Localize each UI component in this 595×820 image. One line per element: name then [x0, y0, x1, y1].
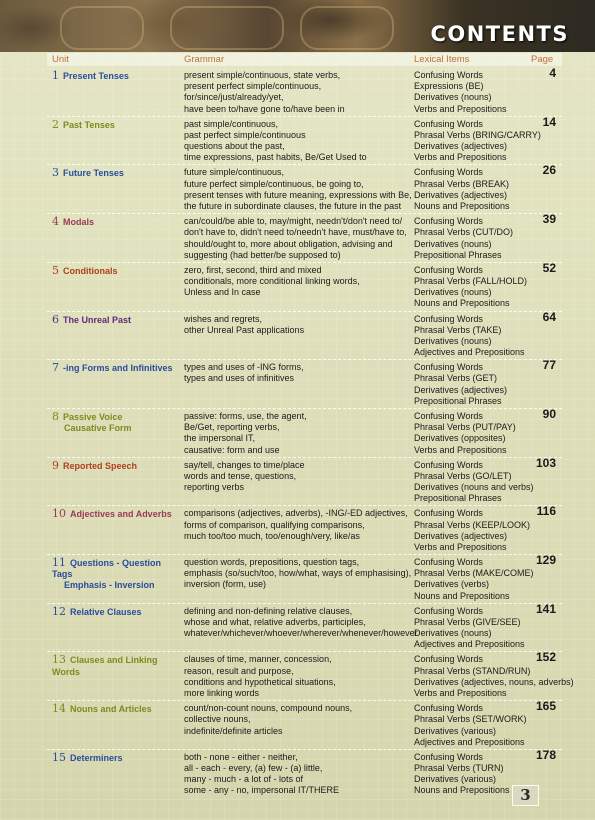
lexical-line: Confusing Words	[414, 118, 483, 129]
banner-ornament	[60, 6, 144, 50]
lexical-line: Phrasal Verbs (GO/LET)	[414, 470, 512, 481]
lexical-line: Confusing Words	[414, 410, 483, 421]
lexical-line: Phrasal Verbs (BRING/CARRY)	[414, 129, 541, 140]
table-header	[47, 53, 562, 66]
lexical-line: Derivatives (verbs)	[414, 579, 490, 590]
lexical-line: Confusing Words	[414, 70, 483, 80]
unit-cell	[52, 70, 182, 82]
row-divider	[47, 359, 562, 360]
lexical-line: Confusing Words	[414, 557, 483, 567]
grammar-line: future simple/continuous,	[184, 167, 285, 178]
lexical-line: Nouns and Prepositions	[414, 590, 510, 601]
lexical-line: Nouns and Prepositions	[414, 298, 510, 309]
lexical-line: Phrasal Verbs (BREAK)	[414, 178, 510, 189]
page-number-cell[interactable]: 141	[535, 601, 556, 616]
lexical-line: Phrasal Verbs (TURN)	[414, 763, 504, 773]
lexical-line: Derivatives (adjectives)	[414, 141, 508, 152]
unit-number: 4	[52, 215, 59, 229]
page-number-cell[interactable]: 152	[535, 650, 556, 665]
lexical-line: Confusing Words	[414, 654, 483, 665]
page-number-cell[interactable]: 39	[542, 212, 556, 227]
lexical-line: Phrasal Verbs (PUT/PAY)	[414, 422, 516, 433]
row-divider	[47, 700, 562, 701]
grammar-line: zero, first, second, third and mixed	[184, 264, 322, 275]
unit-title[interactable]: Relative Clauses	[70, 606, 142, 617]
grammar-line: present tenses with future meaning, expressions with Be,	[184, 189, 412, 200]
grammar-cell	[184, 557, 412, 591]
lexical-line: Derivatives (nouns)	[414, 335, 492, 346]
lexical-line: Verbs and Prepositions	[414, 444, 507, 455]
lexical-line: Confusing Words	[414, 703, 483, 714]
lexical-line: Verbs and Prepositions	[414, 103, 507, 114]
grammar-cell	[184, 216, 412, 261]
unit-number: 13	[52, 653, 66, 667]
grammar-line: collective nouns,	[184, 714, 251, 725]
grammar-line: comparisons (adjectives, adverbs), -ING/-ED adjectives,	[184, 508, 408, 519]
unit-cell	[52, 606, 182, 618]
grammar-line: suggesting (had better/be supposed to)	[184, 249, 341, 260]
lexical-line: Confusing Words	[414, 264, 483, 275]
grammar-line: present perfect simple/continuous,	[184, 81, 322, 92]
row-divider	[47, 408, 562, 409]
unit-title[interactable]: Nouns and Articles	[70, 704, 152, 715]
unit-number: 5	[52, 263, 59, 277]
page-number-cell[interactable]: 103	[535, 455, 556, 470]
lexical-line: Phrasal Verbs (GIVE/SEE)	[414, 616, 521, 627]
unit-title[interactable]: Present Tenses	[63, 71, 129, 81]
unit-cell	[52, 314, 182, 326]
lexical-line: Phrasal Verbs (TAKE)	[414, 324, 502, 335]
grammar-line: say/tell, changes to time/place	[184, 459, 305, 470]
unit-title[interactable]: Conditionals	[63, 265, 118, 276]
grammar-line: causative: form and use	[184, 444, 280, 455]
lexical-line: Phrasal Verbs (CUT/DO)	[414, 227, 514, 238]
unit-number: 7	[52, 361, 59, 375]
grammar-cell	[184, 314, 412, 336]
grammar-line: reporting verbs	[184, 482, 245, 492]
page-number-cell[interactable]: 64	[542, 309, 556, 324]
grammar-line: types and uses of infinitives	[184, 373, 295, 384]
grammar-line: reason, result and purpose,	[184, 665, 294, 676]
unit-title[interactable]: Determiners	[70, 752, 123, 763]
grammar-line: present simple/continuous, state verbs,	[184, 70, 341, 80]
lexical-line: Phrasal Verbs (FALL/HOLD)	[414, 276, 528, 286]
lexical-line: Confusing Words	[414, 508, 483, 519]
lexical-line: Derivatives (nouns)	[414, 287, 492, 298]
lexical-line: Nouns and Prepositions	[414, 785, 510, 796]
page-number-cell[interactable]: 90	[542, 406, 556, 421]
grammar-cell	[184, 703, 412, 737]
grammar-line: past simple/continuous,	[184, 118, 279, 129]
grammar-line: question words, prepositions, question tags,	[184, 557, 360, 567]
lexical-line: Confusing Words	[414, 605, 483, 616]
unit-cell	[52, 752, 182, 764]
row-divider	[47, 164, 562, 165]
grammar-cell	[184, 460, 412, 494]
lexical-line: Confusing Words	[414, 167, 483, 178]
grammar-line: all - each - every, (a) few - (a) little,	[184, 763, 323, 773]
page-number-cell[interactable]: 178	[535, 747, 556, 762]
lexical-line: Confusing Words	[414, 459, 483, 470]
lexical-line: Verbs and Prepositions	[414, 152, 507, 163]
unit-cell	[52, 508, 182, 520]
lexical-line: Verbs and Prepositions	[414, 688, 507, 698]
unit-cell	[52, 265, 182, 277]
page-number-cell[interactable]: 4	[549, 66, 556, 80]
unit-title[interactable]: Past Tenses	[63, 119, 115, 130]
unit-title[interactable]: Modals	[63, 217, 95, 228]
grammar-cell	[184, 362, 412, 384]
grammar-line: other Unreal Past applications	[184, 324, 305, 335]
lexical-line: Confusing Words	[414, 362, 483, 373]
lexical-line: Adjectives and Prepositions	[414, 347, 525, 358]
lexical-line: Derivatives (adjectives, nouns, adverbs)	[414, 676, 574, 687]
grammar-line: questions about the past,	[184, 141, 285, 152]
grammar-line: whose and what, relative adverbs, participles,	[184, 616, 366, 627]
grammar-line: count/non-count nouns, compound nouns,	[184, 703, 353, 714]
lexical-line: Phrasal Verbs (KEEP/LOOK)	[414, 519, 531, 530]
grammar-line: wishes and regrets,	[184, 313, 263, 324]
grammar-cell	[184, 119, 412, 164]
lexical-line: Derivatives (adjectives)	[414, 189, 508, 200]
unit-title[interactable]: Clauses and Linking Words	[52, 655, 158, 677]
grammar-cell	[184, 265, 412, 299]
unit-title[interactable]: The Unreal Past	[63, 314, 132, 325]
grammar-line: types and uses of -ING forms,	[184, 362, 304, 373]
unit-cell	[52, 362, 182, 374]
unit-title[interactable]: Passive Voice	[63, 411, 123, 422]
unit-number: 8	[52, 409, 59, 423]
unit-cell	[52, 411, 182, 434]
unit-number: 3	[52, 166, 59, 180]
lexical-line: Phrasal Verbs (GET)	[414, 373, 498, 384]
unit-title[interactable]: -ing Forms and Infinitives	[63, 363, 173, 374]
lexical-line: Verbs and Prepositions	[414, 541, 507, 552]
lexical-line: Phrasal Verbs (MAKE/COME)	[414, 568, 534, 579]
grammar-cell	[184, 70, 412, 115]
grammar-line: clauses of time, manner, concession,	[184, 654, 332, 665]
unit-number: 9	[52, 458, 59, 472]
row-divider	[47, 262, 562, 263]
page-number-cell[interactable]: 52	[542, 260, 556, 275]
lexical-line: Derivatives (various)	[414, 725, 497, 736]
row-divider	[47, 311, 562, 312]
banner-ornament	[300, 6, 394, 50]
page-number-cell[interactable]: 116	[536, 504, 556, 519]
unit-title[interactable]: Adjectives and Adverbs	[70, 509, 172, 520]
lexical-line: Prepositional Phrases	[414, 395, 502, 406]
grammar-line: forms of comparison, qualifying comparisons,	[184, 519, 365, 530]
unit-subtitle: Emphasis - Inversion	[64, 580, 155, 591]
grammar-cell	[184, 411, 412, 456]
unit-cell	[52, 216, 182, 228]
grammar-line: many - much - a lot of - lots of	[184, 774, 304, 785]
grammar-line: indefinite/definite articles	[184, 725, 283, 736]
unit-title[interactable]: Questions - Question Tags	[52, 558, 162, 580]
grammar-line: defining and non-defining relative clauses,	[184, 605, 353, 616]
unit-title[interactable]: Reported Speech	[63, 460, 138, 471]
lexical-line: Prepositional Phrases	[414, 249, 502, 260]
grammar-line: the future in subordinate clauses, the future in the past	[184, 201, 402, 211]
unit-number: 12	[52, 604, 66, 618]
banner-image	[0, 0, 595, 52]
lexical-line: Adjectives and Prepositions	[414, 639, 525, 650]
grammar-line: emphasis (so/such/too, how/what, ways of emphasising),	[184, 568, 412, 579]
unit-cell	[52, 557, 182, 592]
lexical-line: Phrasal Verbs (SET/WORK)	[414, 714, 527, 725]
header-unit: Unit	[52, 54, 69, 65]
grammar-line: should/ought to, more about obligation, advising and	[184, 238, 393, 249]
page-number-cell[interactable]: 129	[535, 553, 556, 567]
grammar-line: conditionals, more conditional linking words,	[184, 276, 360, 286]
unit-cell	[52, 703, 182, 715]
row-divider	[47, 749, 562, 750]
unit-number: 11	[52, 556, 66, 569]
banner-ornament	[170, 6, 284, 50]
unit-number: 6	[52, 312, 59, 326]
grammar-line: have been to/have gone to/have been in	[184, 103, 345, 114]
grammar-line: more linking words	[184, 688, 260, 698]
grammar-cell	[184, 167, 412, 212]
lexical-line: Derivatives (nouns and verbs)	[414, 482, 534, 492]
row-divider	[47, 457, 562, 458]
lexical-line: Derivatives (nouns)	[414, 628, 492, 639]
grammar-line: don't have to, didn't need to/needn't have, must/have to,	[184, 227, 407, 238]
lexical-line: Confusing Words	[414, 313, 483, 324]
unit-cell	[52, 460, 182, 472]
row-divider	[47, 651, 562, 652]
lexical-line: Derivatives (adjectives)	[414, 384, 508, 395]
unit-subtitle: Causative Form	[64, 423, 132, 434]
page-number-cell[interactable]: 77	[542, 358, 556, 373]
lexical-line: Derivatives (nouns)	[414, 238, 492, 249]
row-divider	[47, 116, 562, 117]
unit-cell	[52, 119, 182, 131]
grammar-line: for/since/just/already/yet,	[184, 92, 284, 103]
header-lexical: Lexical Items	[414, 54, 470, 65]
lexical-line: Nouns and Prepositions	[414, 201, 510, 211]
unit-number: 15	[52, 750, 66, 764]
unit-title[interactable]: Future Tenses	[63, 168, 124, 179]
grammar-line: passive: forms, use, the agent,	[184, 410, 307, 421]
page-number-cell[interactable]: 14	[542, 114, 556, 129]
grammar-line: words and tense, questions,	[184, 470, 297, 481]
unit-number: 1	[52, 69, 59, 82]
header-grammar: Grammar	[184, 54, 225, 65]
lexical-line: Derivatives (nouns)	[414, 92, 492, 103]
grammar-line: inversion (form, use)	[184, 579, 267, 590]
grammar-line: past perfect simple/continuous	[184, 129, 306, 140]
grammar-line: both - none - either - neither,	[184, 751, 298, 762]
unit-cell	[52, 654, 182, 677]
grammar-cell	[184, 508, 412, 542]
header-page: Page	[531, 54, 554, 65]
lexical-line: Confusing Words	[414, 751, 483, 762]
lexical-line: Derivatives (adjectives)	[414, 530, 508, 541]
grammar-line: Unless and In case	[184, 287, 261, 298]
grammar-line: future perfect simple/continuous, be going to,	[184, 178, 364, 189]
unit-number: 14	[52, 702, 66, 716]
row-divider	[47, 554, 562, 555]
grammar-line: Be/Get, reporting verbs,	[184, 422, 280, 433]
page-title: CONTENTS	[430, 22, 569, 46]
grammar-line: can/could/be able to, may/might, needn't/don't need to/	[184, 216, 403, 227]
grammar-line: the impersonal IT,	[184, 433, 256, 444]
lexical-line: Adjectives and Prepositions	[414, 736, 525, 747]
row-divider	[47, 505, 562, 506]
lexical-line: Derivatives (various)	[414, 774, 497, 785]
grammar-cell	[184, 605, 418, 640]
lexical-line: Prepositional Phrases	[414, 493, 502, 504]
page-number-cell[interactable]: 165	[535, 699, 556, 714]
unit-number: 2	[52, 117, 59, 131]
lexical-line: Confusing Words	[414, 216, 483, 227]
grammar-cell	[184, 654, 412, 699]
unit-cell	[52, 167, 182, 179]
grammar-line: much too/too much, too/enough/very, like/as	[184, 530, 360, 541]
row-divider	[47, 213, 562, 214]
grammar-cell	[184, 752, 412, 797]
lexical-line: Derivatives (opposites)	[414, 433, 506, 444]
page-number-cell[interactable]: 26	[542, 163, 556, 178]
grammar-line: time expressions, past habits, Be/Get Used to	[184, 152, 367, 163]
lexical-line: Expressions (BE)	[414, 81, 484, 92]
lexical-line: Phrasal Verbs (STAND/RUN)	[414, 665, 531, 676]
grammar-line: conditions and hypothetical situations,	[184, 676, 336, 687]
unit-number: 10	[52, 507, 66, 521]
grammar-line: whatever/whichever/whoever/wherever/whenever/however	[184, 628, 418, 639]
page-number: 3	[512, 785, 539, 806]
grammar-line: some - any - no, impersonal IT/THERE	[184, 785, 340, 796]
row-divider	[47, 603, 562, 604]
